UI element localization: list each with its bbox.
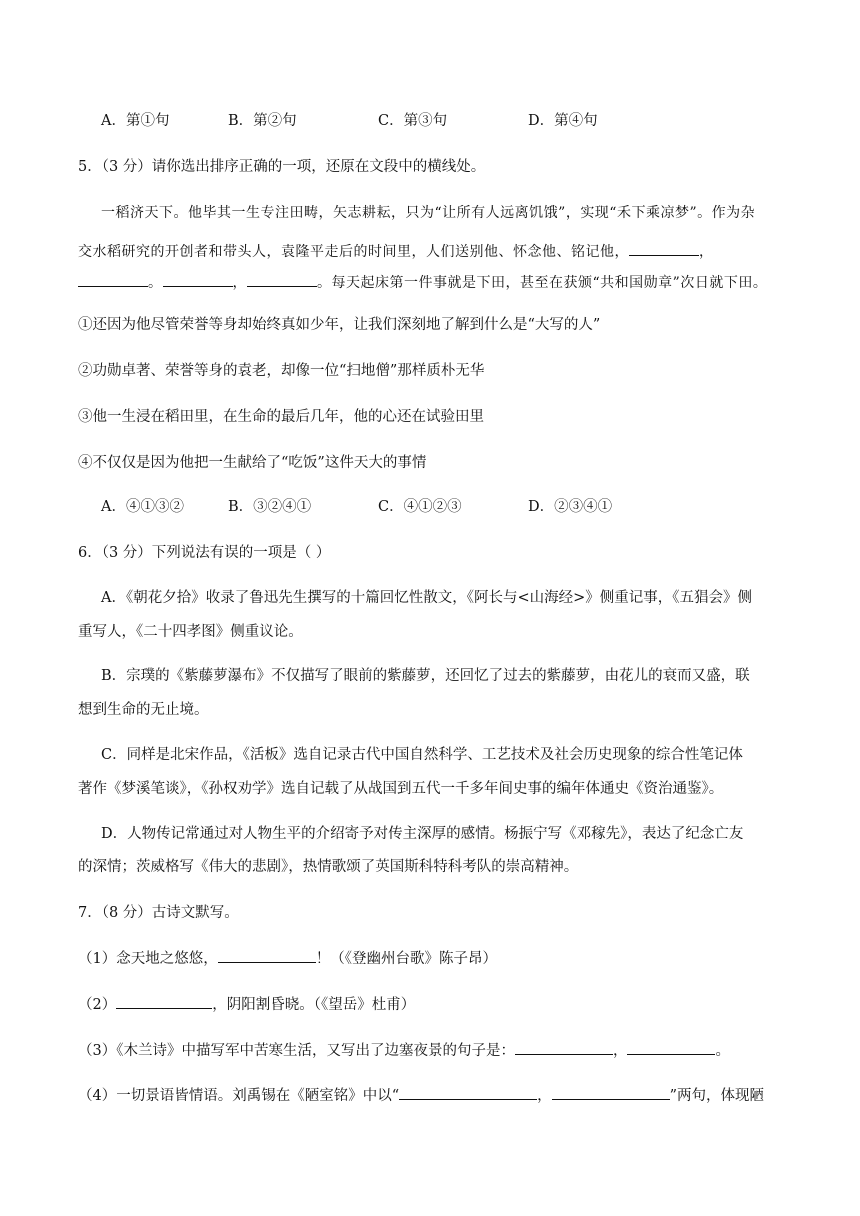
q6-stem: 6．（3 分）下列说法有误的一项是（ ） [78, 545, 331, 561]
q6-option-a-line2[interactable]: 重写人，《二十四孝图》侧重议论。 [78, 624, 303, 640]
q5-passage-sep: ， [699, 244, 714, 260]
q5-passage-text: 交水稻研究的开创者和带头人，袁隆平走后的时间里，人们送别他、怀念他、铭记他， [78, 244, 629, 260]
q5-passage-line3 [78, 272, 767, 293]
q6-option-a-line1[interactable]: A．《朝花夕拾》收录了鲁迅先生撰写的十篇回忆性散文，《阿长与<山海经>》侧重记事，《五猖会》侧 [101, 590, 753, 606]
q5-option-d[interactable]: D．②③④① [528, 499, 613, 515]
q5-sentence-2: ②功勋卓著、荣誉等身的袁老，却像一位“扫地僧”那样质朴无华 [78, 363, 485, 379]
q6-option-c-line2[interactable]: 著作《梦溪笔谈》，《孙权劝学》选自记载了从战国到五代一千多年间史事的编年体通史《资治通鉴》。 [78, 781, 724, 797]
q5-passage-text: 。每天起床第一件事就是下田，甚至在获颁“共和国勋章”次日就下田。 [317, 275, 768, 291]
q7-item-2 [78, 994, 415, 1015]
q5-passage-line1: 一稻济天下。他毕其一生专注田畴，矢志耕耘，只为“让所有人远离饥饿”，实现“禾下乘凉梦”。作为杂 [101, 205, 756, 221]
q7-item-1-text: （1）念天地之悠悠， [78, 951, 218, 967]
answer-blank[interactable] [116, 994, 212, 1009]
q7-item-4 [78, 1085, 764, 1106]
q5-sentence-4: ④不仅仅是因为他把一生献给了“吃饭”这件天大的事情 [78, 455, 427, 471]
q7-stem: 7．（8 分）古诗文默写。 [78, 905, 239, 921]
q5-option-a[interactable]: A．④①③② [101, 499, 184, 515]
q5-options [101, 497, 801, 517]
q5-passage-sep: ， [232, 275, 247, 291]
q5-option-c[interactable]: C．④①②③ [378, 499, 462, 515]
q4-option-a[interactable]: A．第①句 [101, 113, 170, 129]
answer-blank[interactable] [247, 272, 317, 287]
q5-sentence-3: ③他一生浸在稻田里，在生命的最后几年，他的心还在试验田里 [78, 409, 484, 425]
q4-option-b[interactable]: B．第②句 [228, 113, 297, 129]
q6-option-d-line1[interactable]: D．人物传记常通过对人物生平的介绍寄予对传主深厚的感情。杨振宁写《邓稼先》，表达了纪念亡友 [101, 826, 744, 842]
answer-blank[interactable] [515, 1040, 613, 1055]
q7-item-4-sep: ， [537, 1088, 552, 1104]
q7-item-3-text: （3）《木兰诗》中描写军中苦寒生活，又写出了边塞夜景的句子是： [78, 1043, 515, 1059]
q7-item-2-text: （2） [78, 997, 117, 1013]
q6-option-c-line1[interactable]: C．同样是北宋作品，《活板》选自记录古代中国自然科学、工艺技术及社会历史现象的综合性笔记体 [101, 747, 743, 763]
answer-blank[interactable] [163, 272, 233, 287]
q6-option-b-line1[interactable]: B．宗璞的《紫藤萝瀑布》不仅描写了眼前的紫藤萝，还回忆了过去的紫藤萝，由花儿的衰而又盛，联 [101, 668, 750, 684]
q7-item-3-sep: ， [612, 1043, 628, 1059]
q7-item-4-end: ”两句，体现陋 [669, 1088, 765, 1104]
q5-stem: 5．（3 分）请你选出排序正确的一项，还原在文段中的横线处。 [78, 159, 486, 175]
q5-passage-sep: 。 [148, 275, 163, 291]
q6-option-d-line2[interactable]: 的深情；茨威格写《伟大的悲剧》，热情歌颂了英国斯科特科考队的崇高精神。 [78, 859, 579, 875]
q7-item-1-source: ！（《登幽州台歌》陈子昂） [315, 951, 497, 967]
answer-blank[interactable] [399, 1085, 537, 1100]
q7-item-2-source: ，阴阳割昏晓。（《望岳》杜甫） [212, 997, 416, 1013]
q4-option-d[interactable]: D．第④句 [528, 113, 598, 129]
answer-blank[interactable] [78, 272, 148, 287]
q7-item-3 [78, 1040, 730, 1061]
q4-option-c[interactable]: C．第③句 [378, 113, 448, 129]
q7-item-3-end: 。 [715, 1043, 730, 1059]
q5-sentence-1: ①还因为他尽管荣誉等身却始终真如少年，让我们深刻地了解到什么是“大写的人” [78, 317, 601, 333]
answer-blank[interactable] [629, 241, 699, 256]
q4-options [101, 111, 801, 131]
q5-passage-line2 [78, 241, 714, 262]
q7-item-1 [78, 948, 497, 969]
answer-blank[interactable] [552, 1085, 670, 1100]
q5-option-b[interactable]: B．③②④① [228, 499, 312, 515]
q7-item-4-text: （4）一切景语皆情语。刘禹锡在《陋室铭》中以“ [78, 1088, 400, 1104]
answer-blank[interactable] [218, 948, 316, 963]
answer-blank[interactable] [627, 1040, 715, 1055]
q6-option-b-line2[interactable]: 想到生命的无止境。 [78, 702, 209, 718]
